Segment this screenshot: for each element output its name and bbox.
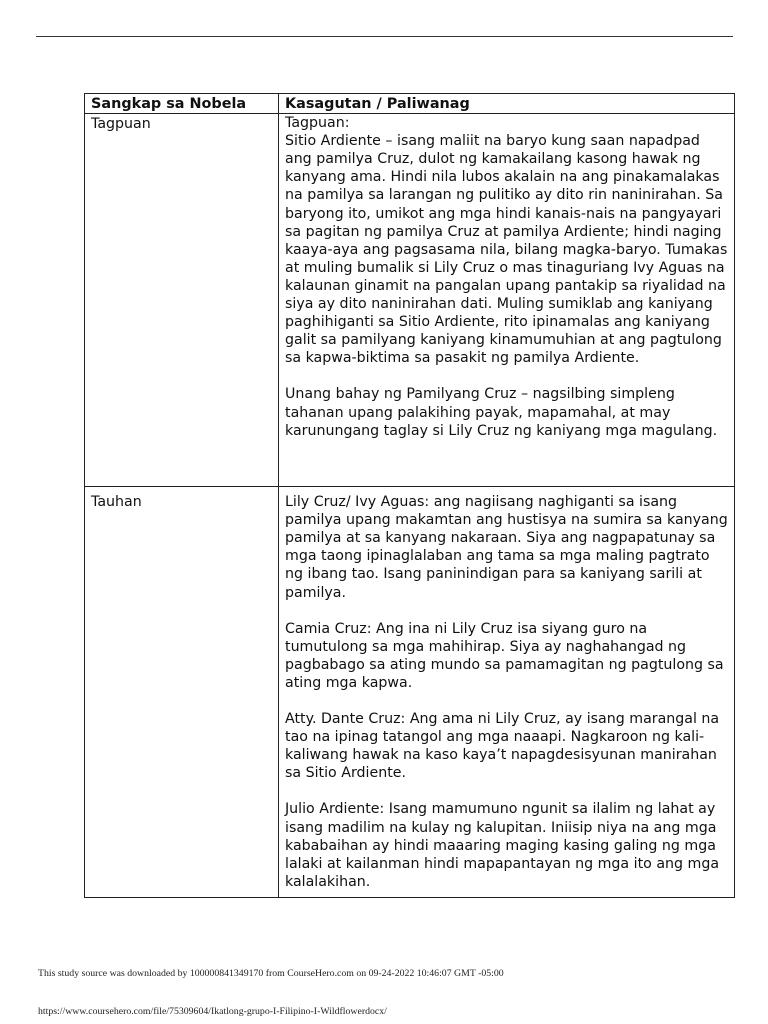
paragraph: Lily Cruz/ Ivy Aguas: ang nagiisang naghiganti sa isang pamilya upang makamtan ang hustisya na sumira sa kanyang pamilya at sa kanyang nakaraan. Siya ang nagpapatunay sa mga taong ipinaglalaban ang tama sa mga maling pagtrato ng ibang tao. Isang paninindigan para sa kaniyang sarili at pamilya.	[285, 494, 728, 601]
table-row-tauhan	[85, 487, 735, 898]
paragraph: Julio Ardiente: Isang mamumuno ngunit sa ilalim ng lahat ay isang madilim na kulay ng kalupitan. Iniisip niya na ang mga kababaihan ay hindi maaaring maging kasing galing ng mga lalaki at kailanman hindi mapapantayan ng mga ito ang mga kalalakihan.	[285, 801, 720, 890]
row-label: Tauhan	[85, 487, 279, 898]
column-header-sangkap: Sangkap sa Nobela	[85, 94, 279, 114]
paragraph: Camia Cruz: Ang ina ni Lily Cruz isa siyang guro na tumutulong sa mga mahihirap. Siya ay naghahangad ng pagbabago sa ating mundo sa pamamagitan ng pagtulong sa ating mga kapwa.	[285, 620, 724, 691]
table-row-tagpuan	[85, 114, 735, 487]
source-url[interactable]: https://www.coursehero.com/file/75309604/Ikatlong-grupo-I-Filipino-I-Wildflowerdocx/	[38, 1006, 387, 1017]
table-header-row	[85, 94, 735, 114]
row-content	[279, 487, 735, 898]
nobela-table	[84, 93, 735, 898]
row-content	[279, 114, 735, 487]
paragraph: Atty. Dante Cruz: Ang ama ni Lily Cruz, ay isang marangal na tao na ipinag tatangol ang mga naaapi. Nagkaroon ng kali-kaliwang hawak na kaso kaya’t napagdesisyunan manirahan sa Sitio Ardiente.	[285, 711, 720, 782]
top-divider	[36, 36, 733, 37]
column-header-kasagutan: Kasagutan / Paliwanag	[279, 94, 735, 114]
row-label: Tagpuan	[85, 114, 279, 487]
source-note: This study source was downloaded by 100000841349170 from CourseHero.com on 09-24-2022 10:46:07 GMT -05:00	[38, 968, 504, 979]
paragraph: Tagpuan: Sitio Ardiente – isang maliit na baryo kung saan napadpad ang pamilya Cruz, dulot ng kamakailang kasong hawak ng kanyang ama. Hindi nila lubos akalain na ang pinakamalakas na pamilya sa larangan ng pulitiko ay dito rin naninirahan. Sa baryong ito, umikot ang mga hindi kanais-nais na pangyayari sa pagitan ng pamilya Cruz at pamilya Ardiente; hindi naging kaaya-aya ang pagsasama nila, bilang magka-baryo. Tumakas at muling bumalik si Lily Cruz o mas tinaguriang Ivy Aguas na kalaunan ginamit na pangalan upang pantakip sa riyalidad na siya ay dito naninirahan dati. Muling sumiklab ang kaniyang paghihiganti sa Sitio Ardiente, rito ipinamalas ang kaniyang galit sa pamilyang kaniyang kinamumuhian at ang pagtulong sa kapwa-biktima sa pasakit ng pamilya Ardiente.	[285, 115, 728, 367]
paragraph: Unang bahay ng Pamilyang Cruz – nagsilbing simpleng tahanan upang palakihing payak, mapamahal, at may karunungang taglay si Lily Cruz ng kaniyang mga magulang.	[285, 386, 718, 439]
